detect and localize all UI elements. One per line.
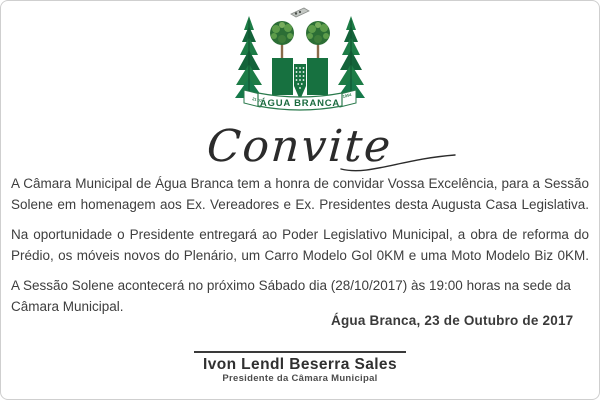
paragraph-honor-invite: A Câmara Municipal de Água Branca tem a honra de convidar Vossa Excelência, para a Sessão Solene em homenagem aos Ex. Vereadores e Ex. Presidentes desta Augusta Casa Legislativa. xyxy=(11,176,589,212)
signature-block xyxy=(1,351,599,384)
palm-tree-right-icon xyxy=(306,21,330,60)
date-line: Água Branca, 23 de Outubro de 2017 xyxy=(331,313,574,328)
invitation-title: Convite xyxy=(205,121,395,172)
banner-city-name: ÁGUA BRANCA xyxy=(259,98,341,109)
paragraph-session-date: A Sessão Solene acontecerá no próximo Sábado dia (28/10/2017) às 19:00 horas na sede da Câmara Municipal. xyxy=(11,278,571,314)
pine-tree-left-icon xyxy=(235,16,263,104)
banner-right-date: 1954 xyxy=(342,91,352,99)
municipal-crest xyxy=(1,6,599,119)
banner-left-date: 21 07 xyxy=(251,96,263,104)
signature-name: Ivon Lendl Beserra Sales xyxy=(203,356,397,373)
invitation-title-wrap xyxy=(1,121,599,172)
crest-graphic xyxy=(230,6,370,119)
paragraph-deliverables: Na oportunidade o Presidente entregará ao Poder Legislativo Municipal, a obra de reforma do Prédio, os móveis novos do Plenário, um Carro Modelo Gol 0KM e uma Moto Modelo Biz 0KM. xyxy=(11,227,589,263)
pine-tree-right-icon xyxy=(337,16,365,101)
title-flourish-icon xyxy=(339,153,459,175)
invitation-body xyxy=(11,173,589,326)
signature-rule xyxy=(194,351,406,353)
signature-title: Presidente da Câmara Municipal xyxy=(222,373,378,384)
palm-tree-left-icon xyxy=(270,21,294,60)
crest-top-ornament-icon xyxy=(291,8,309,17)
crest-shield-icon xyxy=(294,64,306,100)
